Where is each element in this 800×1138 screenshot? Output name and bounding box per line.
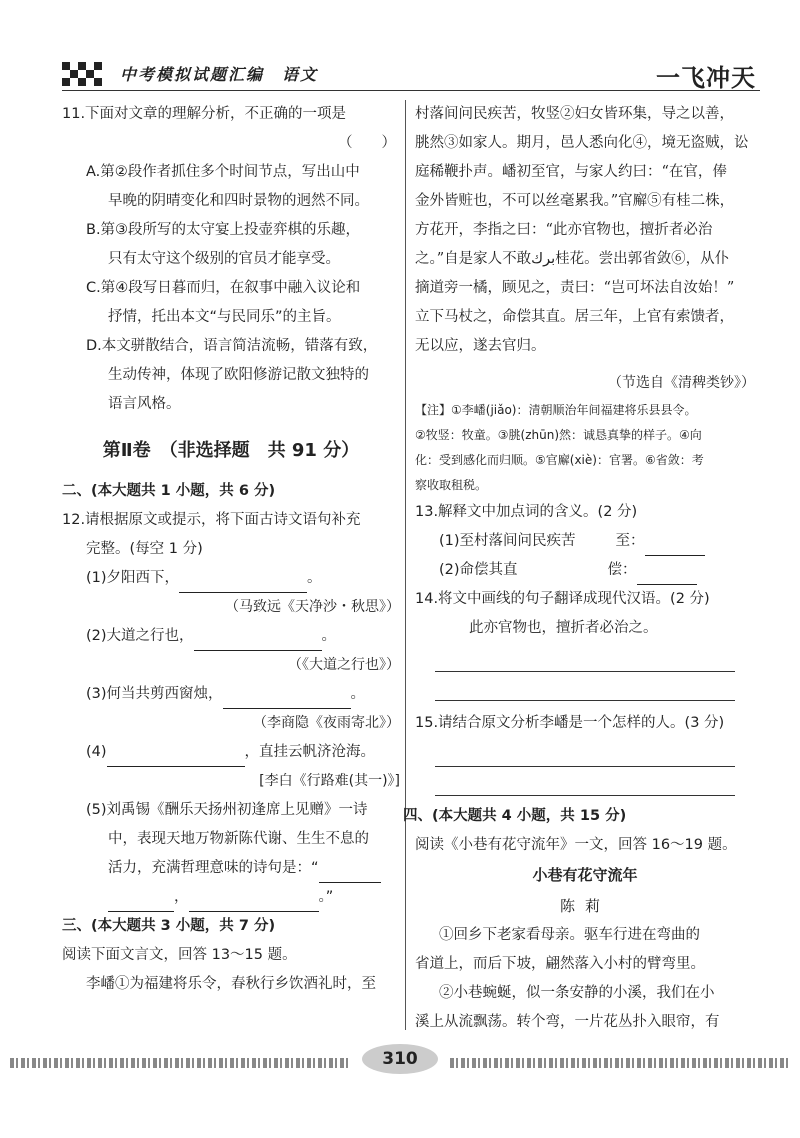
q11-option-d-cont2: 语言风格。 <box>108 396 181 412</box>
q15-stem: 15.请结合原文分析李嶓是一个怎样的人。(3 分) <box>415 715 725 731</box>
essay-title: 小巷有花守流年 <box>532 866 638 884</box>
brand-logo: 一飞冲天 <box>656 64 756 92</box>
answer-blank[interactable] <box>223 690 351 709</box>
q12-item-2: (2)大道之行也， 。 <box>62 622 400 651</box>
essay-line: ②小巷蜿蜒，似一条安静的小溪，我们在小 <box>439 985 715 1001</box>
classical-text-line: 金外皆赃也，不可以丝毫累我。”官廨⑤有桂二株， <box>415 193 735 209</box>
right-column <box>403 100 755 1037</box>
page-number: 310 <box>362 1044 438 1074</box>
classical-text-line: 朓然③如家人。期月，邑人悉向化④，境无盗贼，讼 <box>415 135 749 151</box>
answer-blank[interactable] <box>637 566 697 585</box>
classical-text-line: 村落间问民疾苦，牧竖②妇女皆环集，导之以善， <box>415 106 734 122</box>
footer-ornament <box>10 1058 350 1068</box>
q12-item-4: (4) ，直挂云帆济沧海。 <box>62 738 400 767</box>
part3-heading: 三、(本大题共 3 小题，共 7 分) <box>62 918 276 934</box>
q12-item-1: (1)夕阳西下， 。 <box>62 564 400 593</box>
q12-item-5: (5)刘禹锡《酬乐天扬州初逢席上见赠》一诗 <box>86 802 368 818</box>
page-footer <box>0 1040 800 1080</box>
answer-blank[interactable] <box>319 864 381 883</box>
notes-line: 化：受到感化而归顺。⑤官廨(xiè)：官署。⑥省敛：考 <box>415 453 704 467</box>
classical-text-line: 无以应，遂去官归。 <box>415 338 546 354</box>
text-source: （节选自《清稗类钞》） <box>608 375 755 391</box>
page-header <box>0 0 800 100</box>
essay-author: 陈莉 <box>559 897 610 915</box>
answer-blank[interactable] <box>108 893 174 912</box>
section-title: 第Ⅱ卷 （非选择题 共 91 分） <box>102 440 360 461</box>
q13-item-2: (2)命偿其直 偿： <box>415 556 755 585</box>
answer-blank[interactable] <box>179 574 307 593</box>
q11-option-a: A.第②段作者抓住多个时间节点，写出山中 <box>86 164 360 180</box>
q13-stem: 13.解释文中加点词的含义。(2 分) <box>415 504 638 520</box>
answer-line[interactable] <box>435 773 735 796</box>
answer-blank[interactable] <box>645 537 705 556</box>
q12-source-3: （李商隐《夜雨寄北》） <box>253 715 400 731</box>
q11-option-b-cont: 只有太守这个级别的官员才能享受。 <box>108 251 340 267</box>
q12-stem: 12.请根据原文或提示，将下面古诗文语句补充 <box>62 512 361 528</box>
q12-source-2: （《大道之行也》） <box>288 657 400 673</box>
classical-text-line: 立下马杖之，命偿其直。居三年，上官有索馈者， <box>415 309 734 325</box>
part2-heading: 二、(本大题共 1 小题，共 6 分) <box>62 483 276 499</box>
q12-source-4: [李白《行路难(其一)》] <box>259 773 400 789</box>
q11-option-c-cont: 抒情，托出本文“与民同乐”的主旨。 <box>108 309 341 325</box>
header-title: 中考模拟试题汇编 语文 <box>120 65 319 84</box>
answer-blank[interactable] <box>194 632 322 651</box>
notes-line: 察收取租税。 <box>415 478 488 492</box>
checker-logo <box>62 62 106 88</box>
classical-text-line: 摘道旁一橘，顾见之，责曰：“岂可坏法自汝始！” <box>415 280 735 296</box>
essay-line: 溪上从流飘荡。转个弯，一片花丛扑入眼帘，有 <box>415 1014 720 1030</box>
q12-item-5-cont3: ， 。” <box>62 883 400 912</box>
column-divider <box>405 100 406 1030</box>
part4-heading: 四、(本大题共 4 小题，共 15 分) <box>403 808 627 824</box>
classical-text-start: 李嶓①为福建将乐令，春秋行乡饮酒礼时，至 <box>86 976 376 992</box>
q12-item-5-cont: 中，表现天地万物新陈代谢、生生不息的 <box>108 831 369 847</box>
q11-option-b: B.第③段所写的太守宴上投壶弈棋的乐趣， <box>86 222 361 238</box>
classical-text-line: 之。”自是家人不敢برك桂花。尝出郭省敛⑥，从仆 <box>415 251 730 267</box>
answer-blank[interactable] <box>107 748 245 767</box>
q11-option-a-cont: 早晚的阴晴变化和四时景物的迥然不同。 <box>108 193 369 209</box>
q11-option-d-cont: 生动传神，体现了欧阳修游记散文独特的 <box>108 367 369 383</box>
answer-line[interactable] <box>435 649 735 672</box>
answer-blank[interactable] <box>189 893 319 912</box>
q13-item-1: (1)至村落间问民疾苦 至： <box>415 527 755 556</box>
q12-item-5-cont2: 活力，充满哲理意味的诗句是：“ <box>62 854 400 883</box>
footer-ornament <box>450 1058 790 1068</box>
left-column <box>62 100 400 999</box>
q11-stem: 11.下面对文章的理解分析，不正确的一项是 <box>62 106 347 122</box>
q12-item-3: (3)何当共剪西窗烛， 。 <box>62 680 400 709</box>
essay-line: ①回乡下老家看母亲。驱车行进在弯曲的 <box>439 927 700 943</box>
classical-text-line: 庭稀鞭扑声。嶓初至官，与家人约曰：“在官，俸 <box>415 164 727 180</box>
q11-option-d: D.本文骈散结合，语言简洁流畅，错落有致， <box>86 338 378 354</box>
notes-line: 【注】①李嶓(jiǎo)：清朝顺治年间福建将乐县县令。 <box>415 403 697 417</box>
header-rule <box>62 90 760 91</box>
read-instruction-3: 阅读下面文言文，回答 13～15 题。 <box>62 947 297 963</box>
q11-paren: （ ） <box>338 135 396 151</box>
q12-source-1: （马致远《天净沙・秋思》） <box>225 599 400 615</box>
q12-stem-cont: 完整。(每空 1 分) <box>86 541 203 557</box>
answer-line[interactable] <box>435 744 735 767</box>
q14-sentence: 此亦官物也，擅折者必治之。 <box>469 620 658 636</box>
q11-option-c: C.第④段写日暮而归，在叙事中融入议论和 <box>86 280 361 296</box>
answer-line[interactable] <box>435 678 735 701</box>
classical-text-line-underlined: 方花开，李指之曰：“此亦官物也，擅折者必治 <box>415 222 713 238</box>
notes-line: ②牧竖：牧童。③朓(zhūn)然：诚恳真挚的样子。④向 <box>415 428 702 442</box>
essay-line: 省道上，而后下坡，翩然落入小村的臂弯里。 <box>415 956 705 972</box>
read-instruction-4: 阅读《小巷有花守流年》一文，回答 16～19 题。 <box>415 837 737 853</box>
q14-stem: 14.将文中画线的句子翻译成现代汉语。(2 分) <box>415 591 710 607</box>
